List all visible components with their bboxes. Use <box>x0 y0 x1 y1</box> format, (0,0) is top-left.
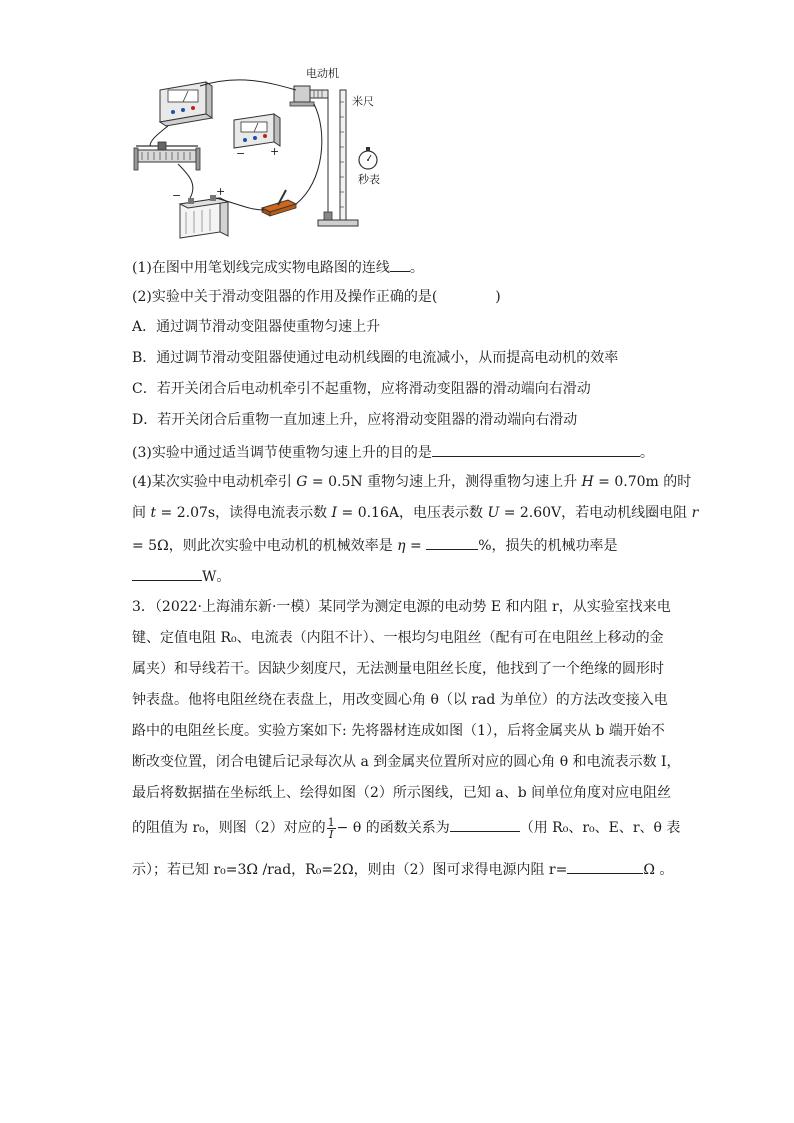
battery-plus-label: + <box>216 185 226 198</box>
internal-resistance-blank[interactable] <box>567 858 643 874</box>
q2-part4-line4: W。 <box>132 565 672 587</box>
q2-part4-line2: 间 t = 2.07s，读得电流表示数 I = 0.16A，电压表示数 U = 2.60V，若电动机线圈电阻 r <box>132 505 699 521</box>
function-relation-blank[interactable] <box>450 816 520 832</box>
q2-part1: (1)在图中用笔划线完成实物电路图的连线 。 <box>132 256 672 278</box>
experiment-apparatus-figure <box>128 62 428 247</box>
q2-option-b: B．通过调节滑动变阻器使通过电动机线圈的电流减小，从而提高电动机的效率 <box>132 350 619 366</box>
answer-blank[interactable] <box>390 256 410 272</box>
fraction-one-over-i: $\frac{1}{I}$ <box>327 815 335 841</box>
battery-icon <box>180 195 228 238</box>
q3-line2: 键、定值电阻 R₀、电流表（内阻不计）、一根均匀电阻丝（配有可在电阻丝上移动的金 <box>132 630 664 646</box>
motor-icon <box>290 86 328 106</box>
q3-line4: 钟表盘。他将电阻丝绕在表盘上，用改变圆心角 θ（以 rad 为单位）的方法改变接入电 <box>132 692 668 708</box>
q2-option-a: A．通过调节滑动变阻器使重物匀速上升 <box>132 319 381 335</box>
q3-line6: 断改变位置，闭合电键后记录每次从 a 到金属夹位置所对应的圆心角 θ 和电流表示数 I， <box>132 754 681 770</box>
voltmeter-plus-label: + <box>270 145 280 158</box>
ammeter-icon <box>160 82 212 126</box>
stopwatch-icon <box>359 147 377 169</box>
stopwatch-label: 秒表 <box>358 173 380 186</box>
q2-part2: (2)实验中关于滑动变阻器的作用及操作正确的是( ) <box>132 289 501 305</box>
meter-stick-icon <box>318 90 358 226</box>
efficiency-blank[interactable] <box>426 534 478 550</box>
q2-option-c: C．若开关闭合后电动机牵引不起重物，应将滑动变阻器的滑动端向右滑动 <box>132 381 591 397</box>
q2-part3: (3)实验中通过适当调节使重物匀速上升的目的是 。 <box>132 441 672 463</box>
voltmeter-icon <box>234 114 280 148</box>
q2-part4-line3: = 5Ω，则此次实验中电动机的机械效率是 η = %，损失的机械功率是 <box>132 534 672 556</box>
q3-line3: 属夹）和导线若干。因缺少刻度尺，无法测量电阻丝长度，他找到了一个绝缘的圆形时 <box>132 661 664 677</box>
meter-stick-label: 米尺 <box>352 95 374 108</box>
motor-label: 电动机 <box>306 67 339 80</box>
voltmeter-minus-label: − <box>236 147 246 160</box>
q3-line9: 示）；若已知 r₀=3Ω /rad，R₀=2Ω，则由（2）图可求得电源内阻 r= Ω 。 <box>132 858 672 880</box>
q3-line1: 3．（2022·上海浦东新·一模）某同学为测定电源的电动势 E 和内阻 r，从实验室找来电 <box>132 599 671 615</box>
q3-line8: 的阻值为 r₀，则图（2）对应的 $\frac{1}{I}$ − θ 的函数关系为 （用 R₀、r₀、E、r、θ 表 <box>132 815 681 841</box>
switch-icon <box>262 190 296 216</box>
power-loss-blank[interactable] <box>132 565 202 581</box>
battery-minus-label: − <box>172 189 182 202</box>
answer-blank[interactable] <box>432 441 640 457</box>
rheostat-icon <box>134 142 200 170</box>
q2-option-d: D．若开关闭合后重物一直加速上升，应将滑动变阻器的滑动端向右滑动 <box>132 412 578 428</box>
q2-part4-line1: (4)某次实验中电动机牵引 G = 0.5N 重物匀速上升，测得重物匀速上升 H = 0.70m 的时 <box>132 474 692 490</box>
q3-line5: 路中的电阻丝长度。实验方案如下: 先将器材连成如图（1），后将金属夹从 b 端开始不 <box>132 723 665 739</box>
q3-line7: 最后将数据描在坐标纸上、绘得如图（2）所示图线，已知 a、b 间单位角度对应电阻丝 <box>132 785 672 801</box>
